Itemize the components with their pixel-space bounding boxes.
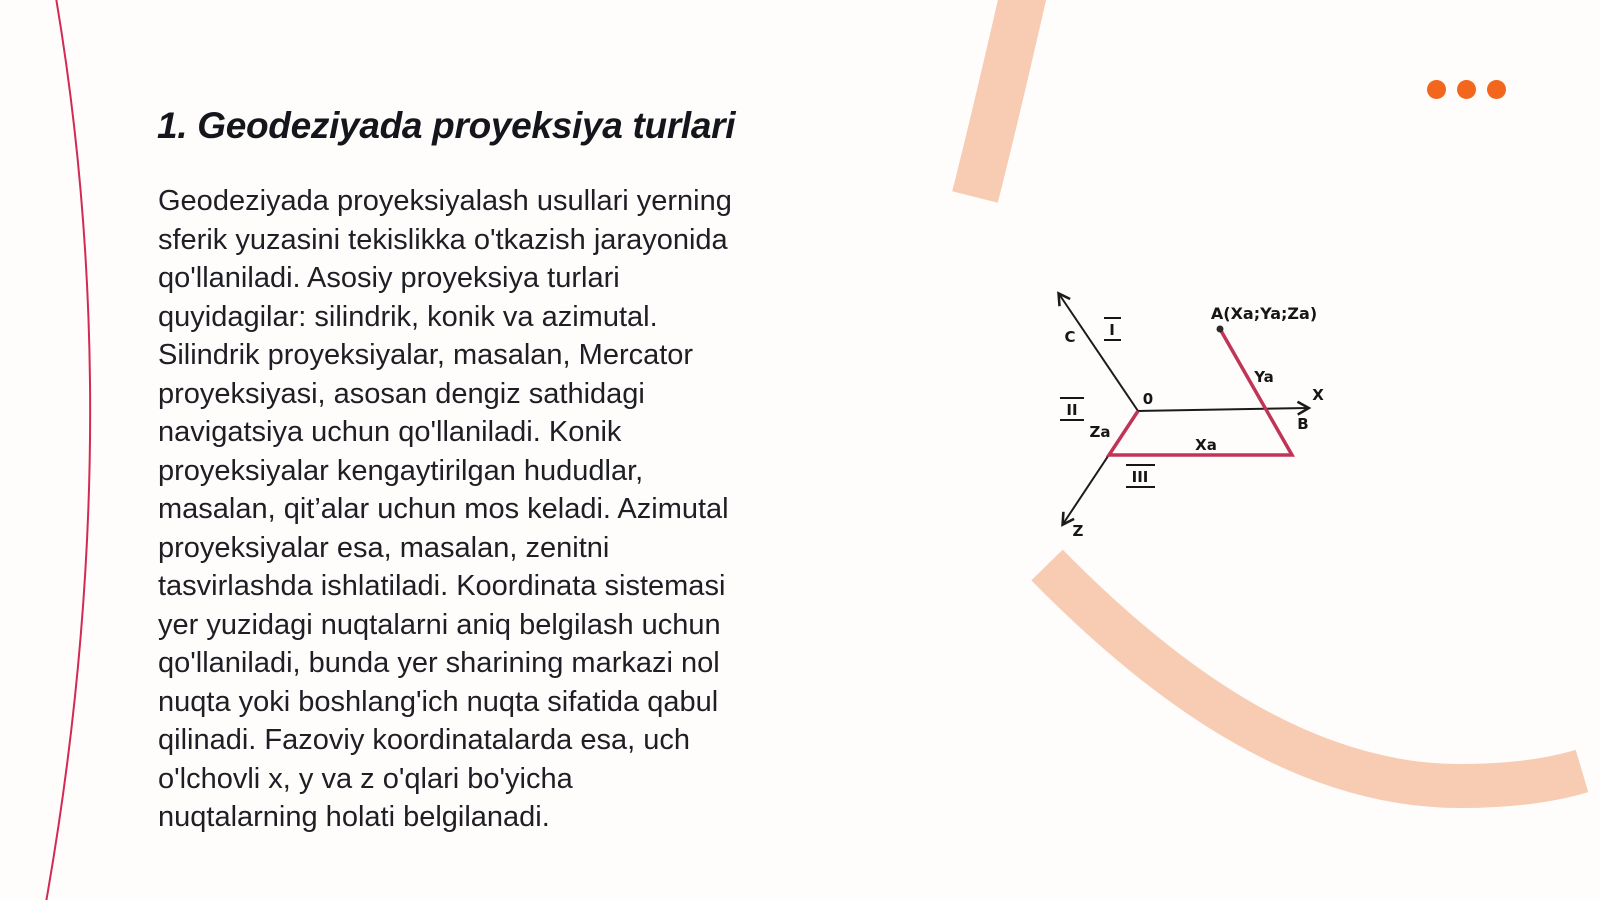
label-point-a: A(Xa;Ya;Za) [1210, 304, 1318, 323]
body-text-line: Silindrik proyeksiyalar, masalan, Mercator [158, 339, 694, 371]
body-text-line: nuqta yoki boshlang'ich nuqta sifatida qabul [158, 685, 719, 718]
label-axis-z: Z [1072, 522, 1084, 540]
body-text-line: masalan, qit’alar uchun mos keladi. Azimutal [158, 493, 729, 525]
slide-title: 1. Geodeziyada proyeksiya turlari [157, 105, 736, 146]
label-quadrant-ii: II [1066, 401, 1078, 419]
body-text-line: sferik yuzasini tekislikka o'tkazish jarayonida [158, 223, 728, 256]
axis-x-line [1138, 408, 1308, 411]
point-a-dot [1217, 326, 1224, 333]
body-text-line: proyeksiyasi, asosan dengiz sathidagi [158, 377, 645, 410]
body-text-line: qo'llaniladi. Asosiy proyeksiya turlari [158, 262, 620, 294]
label-axis-b: B [1297, 415, 1309, 433]
body-text-line: proyeksiyalar kengaytirilgan hududlar, [158, 454, 644, 487]
body-text-line: nuqtalarning holati belgilanadi. [158, 801, 550, 833]
label-xa: Xa [1195, 436, 1217, 454]
label-za: Za [1089, 423, 1111, 441]
label-ya: Ya [1254, 368, 1274, 386]
body-text-line: quyidagilar: silindrik, konik va azimutal. [158, 300, 658, 333]
label-axis-x: X [1312, 386, 1324, 404]
body-text-line: Geodeziyada proyeksiyalash usullari yerning [158, 185, 732, 217]
body-text-line: navigatsiya uchun qo'llaniladi. Konik [158, 416, 622, 448]
axis-c-line [1059, 294, 1138, 411]
body-text-line: qo'llaniladi, bunda yer sharining markazi nol [158, 647, 720, 679]
label-axis-c: C [1064, 328, 1076, 346]
label-origin: 0 [1142, 390, 1154, 408]
body-text-line: tasvirlashda ishlatiladi. Koordinata sistemasi [158, 570, 726, 602]
label-quadrant-iii: III [1131, 468, 1149, 486]
body-text-line: o'lchovli x, y va z o'qlari bo'yicha [158, 762, 573, 795]
body-text-line: proyeksiyalar esa, masalan, zenitni [158, 531, 610, 564]
body-text-line: qilinadi. Fazoviy koordinatalarda esa, uch [158, 724, 690, 756]
label-quadrant-i: I [1109, 321, 1115, 339]
body-text-line: yer yuzidagi nuqtalarni aniq belgilash uchun [158, 608, 721, 641]
